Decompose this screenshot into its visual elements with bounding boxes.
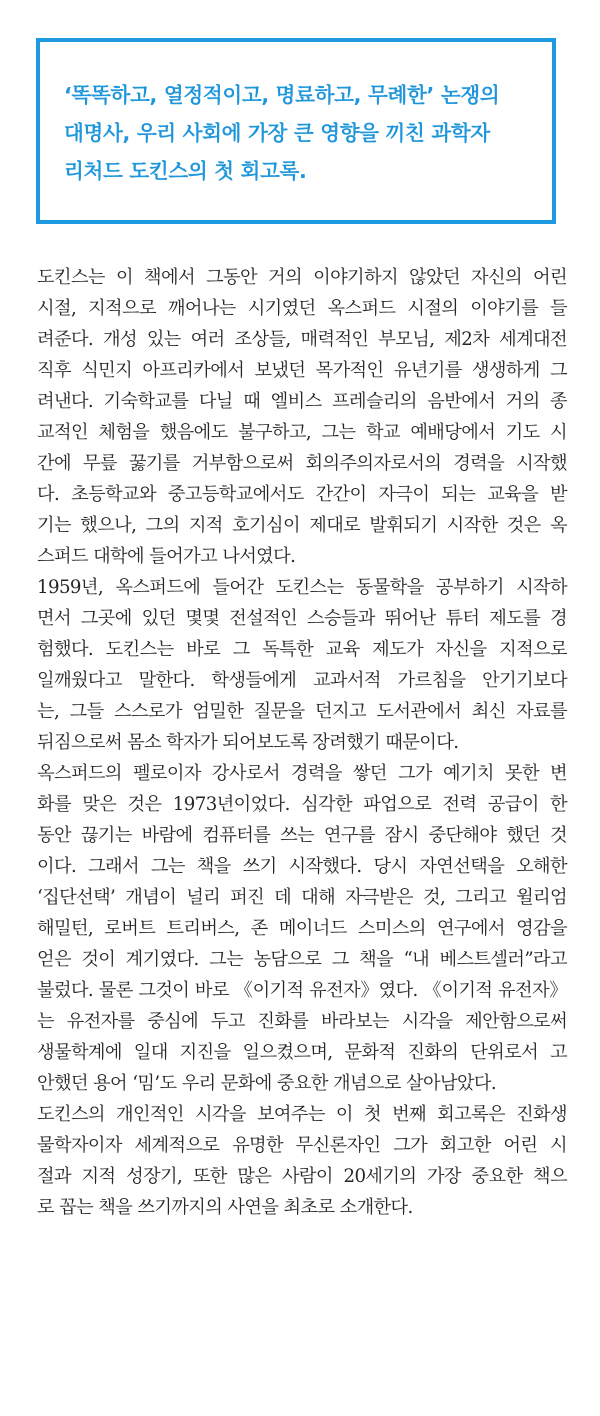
body-line: 물학자이자 세계적으로 유명한 무신론자인 그가 회고한 어린 시	[37, 1135, 567, 1156]
body-line: 이다. 그래서 그는 책을 쓰기 시작했다. 당시 자연선택을 오해한	[37, 856, 567, 877]
body-line: 옥스퍼드의 펠로이자 강사로서 경력을 쌓던 그가 예기치 못한 변	[37, 763, 567, 784]
body-line: 는, 그들 스스로가 엄밀한 질문을 던지고 도서관에서 최신 자료를	[37, 701, 567, 722]
body-line: 불렀다. 물론 그것이 바로 《이기적 유전자》였다. 《이기적 유전자》	[37, 980, 567, 1001]
blurb-line: ‘똑똑하고, 열정적이고, 명료하고, 무례한’ 논쟁의	[64, 83, 500, 107]
body-line: 동안 끊기는 바람에 컴퓨터를 쓰는 연구를 잠시 중단해야 했던 것	[37, 825, 567, 846]
body-line: 뒤짐으로써 몸소 학자가 되어보도록 장려했기 때문이다.	[37, 732, 459, 753]
body-line: 다. 초등학교와 중고등학교에서도 간간이 자극이 되는 교육을 받	[37, 484, 567, 505]
blurb-line: 대명사, 우리 사회에 가장 큰 영향을 끼친 과학자	[64, 121, 490, 145]
body-line: 화를 맞은 것은 1973년이었다. 심각한 파업으로 전력 공급이 한	[37, 794, 567, 815]
body-line: 생물학계에 일대 지진을 일으켰으며, 문화적 진화의 단위로서 고	[37, 1042, 567, 1063]
blurb-box	[36, 38, 556, 224]
body-line: 험했다. 도킨스는 바로 그 독특한 교육 제도가 자신을 지적으로	[37, 639, 567, 660]
blurb-line: 리처드 도킨스의 첫 회고록.	[64, 159, 307, 183]
body-line: 도킨스의 개인적인 시각을 보여주는 이 첫 번째 회고록은 진화생	[37, 1104, 567, 1125]
body-line: 면서 그곳에 있던 몇몇 전설적인 스승들과 뛰어난 튜터 제도를 경	[37, 608, 567, 629]
body-line: 해밀턴, 로버트 트리버스, 존 메이너드 스미스의 연구에서 영감을	[37, 918, 567, 939]
body-line: 는 유전자를 중심에 두고 진화를 바라보는 시각을 제안함으로써	[37, 1011, 567, 1032]
body-line: 1959년, 옥스퍼드에 들어간 도킨스는 동물학을 공부하기 시작하	[37, 577, 567, 598]
body-line: 얻은 것이 계기였다. 그는 농담으로 그 책을 “내 베스트셀러”라고	[37, 949, 567, 970]
body-line: 려낸다. 기숙학교를 다닐 때 엘비스 프레슬리의 음반에서 거의 종	[37, 391, 567, 412]
body-line: 교적인 체험을 했음에도 불구하고, 그는 학교 예배당에서 기도 시	[37, 422, 567, 443]
body-line: 일깨웠다고 말한다. 학생들에게 교과서적 가르침을 안기기보다	[37, 670, 567, 691]
body-line: 스퍼드 대학에 들어가고 나서였다.	[37, 546, 296, 567]
body-line: 려준다. 개성 있는 여러 조상들, 매력적인 부모님, 제2차 세계대전	[37, 329, 567, 350]
body-line: 안했던 용어 ‘밈’도 우리 문화에 중요한 개념으로 살아남았다.	[37, 1073, 497, 1094]
body-line: 간에 무릎 꿇기를 거부함으로써 회의주의자로서의 경력을 시작했	[37, 453, 567, 474]
body-line: 기는 했으나, 그의 지적 호기심이 제대로 발휘되기 시작한 것은 옥	[37, 515, 567, 536]
body-line: 절과 지적 성장기, 또한 많은 사람이 20세기의 가장 중요한 책으	[37, 1166, 567, 1187]
body-line: ‘집단선택’ 개념이 널리 퍼진 데 대해 자극받은 것, 그리고 윌리엄	[37, 887, 567, 908]
body-line: 로 꼽는 책을 쓰기까지의 사연을 최초로 소개한다.	[37, 1197, 413, 1218]
body-line: 직후 식민지 아프리카에서 보냈던 목가적인 유년기를 생생하게 그	[37, 360, 567, 381]
body-line: 시절, 지적으로 깨어나는 시기였던 옥스퍼드 시절의 이야기를 들	[37, 298, 567, 319]
body-line: 도킨스는 이 책에서 그동안 거의 이야기하지 않았던 자신의 어린	[37, 267, 567, 288]
description-body	[37, 262, 567, 1223]
